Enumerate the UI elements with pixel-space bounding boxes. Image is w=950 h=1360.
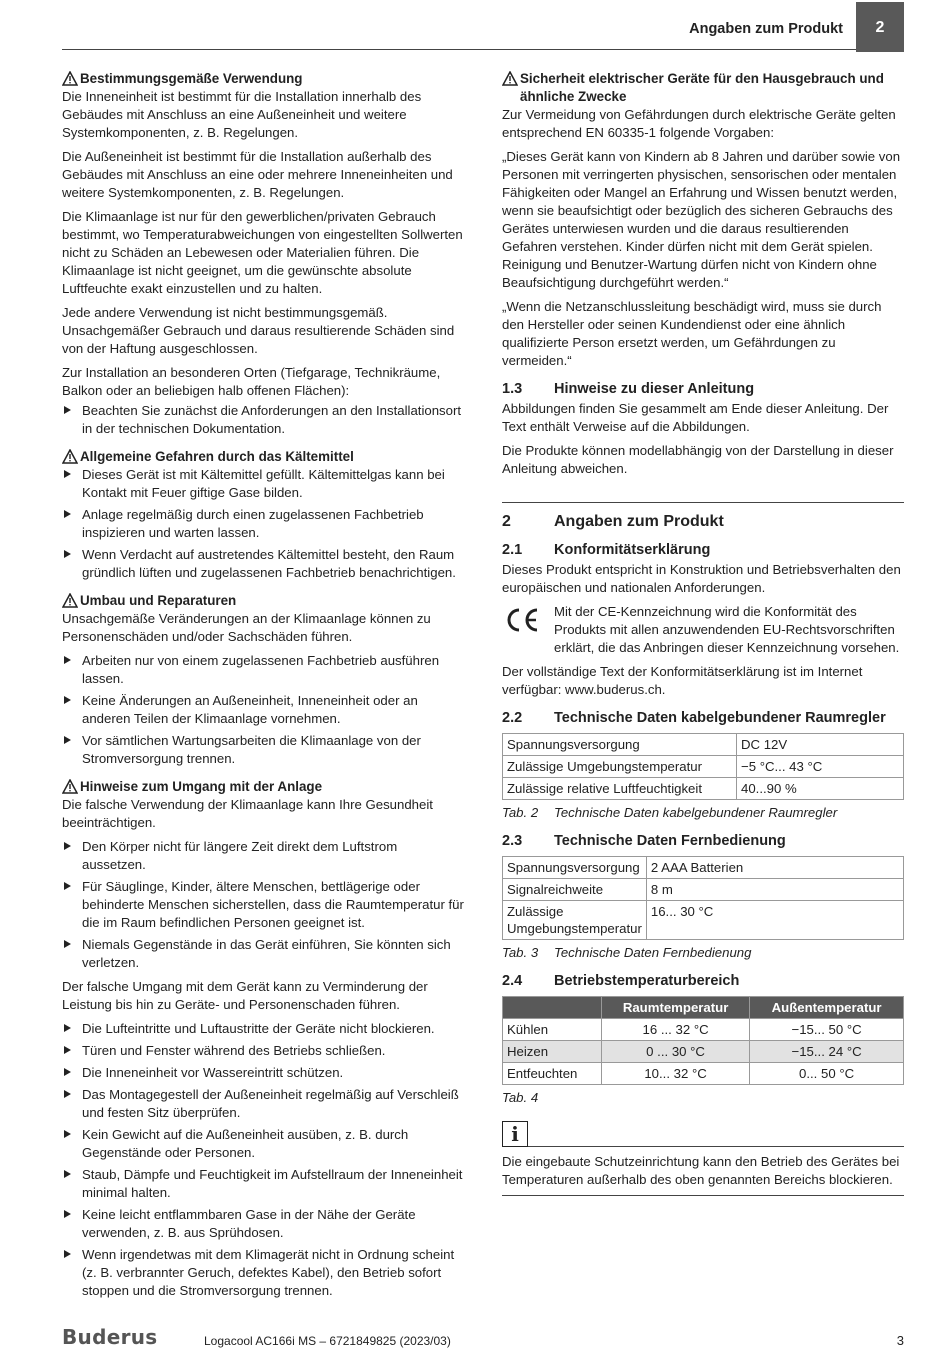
- info-rule: [528, 1146, 904, 1147]
- table-caption-text: Technische Daten kabelgebundener Raumregler: [554, 805, 838, 820]
- warning-icon: [502, 71, 518, 86]
- heading-text: Hinweise zum Umgang mit der Anlage: [80, 779, 323, 794]
- table-cell: −15... 24 °C: [750, 1041, 904, 1063]
- table-row: [503, 901, 904, 940]
- bullet-list: [62, 466, 464, 582]
- arrow-bullet-icon: [64, 1250, 71, 1258]
- document-id: Logacool AC166i MS – 6721849825 (2023/03): [204, 1334, 451, 1348]
- table-caption-key: Tab. 4: [502, 1090, 539, 1105]
- table-cell: Heizen: [503, 1041, 602, 1063]
- list-item: [62, 692, 464, 728]
- section-title: [502, 832, 904, 850]
- section-number: 2.4: [502, 973, 523, 989]
- arrow-bullet-icon: [64, 1130, 71, 1138]
- table-row: [503, 879, 904, 901]
- table-cell: 2 AAA Batterien: [646, 857, 903, 879]
- header-rule: [62, 49, 904, 50]
- list-item: [62, 1246, 464, 1300]
- table-cell: −5 °C... 43 °C: [737, 756, 904, 778]
- ce-note: [502, 603, 904, 657]
- section-title-text: Betriebstemperaturbereich: [554, 973, 740, 989]
- chapter-title-number: 2: [502, 513, 511, 530]
- table-cell: Kühlen: [503, 1019, 602, 1041]
- info-text: Die eingebaute Schutzeinrichtung kann den Betrieb des Gerätes bei Temperaturen außerhalb des oben genannten Bereichs blockieren.: [502, 1153, 904, 1196]
- section-heading: [62, 70, 464, 88]
- list-item-text: Keine leicht entflammbaren Gase in der Nähe der Geräte verwenden, z. B. aus Sprühdosen.: [82, 1207, 416, 1240]
- section-heading: [62, 592, 464, 610]
- list-item-text: Die Lufteintritte und Luftaustritte der Geräte nicht blockieren.: [82, 1021, 435, 1036]
- paragraph: Die Außeneinheit ist bestimmt für die Installation außerhalb des Gebäudes mit Anschluss an eine oder mehrere Inneneinheiten und weitere Systemkomponenten, z. B. Regelungen.: [62, 149, 453, 200]
- section-number: 2.3: [502, 833, 523, 849]
- heading-text: Sicherheit elektrischer Geräte für den Hausgebrauch und ähnliche Zwecke: [520, 71, 884, 104]
- arrow-bullet-icon: [64, 1090, 71, 1098]
- list-item: [62, 1206, 464, 1242]
- arrow-bullet-icon: [64, 406, 71, 414]
- paragraph: Unsachgemäße Veränderungen an der Klimaanlage können zu Personenschäden und/oder Sachschäden führen.: [62, 611, 431, 644]
- table-row: [503, 734, 904, 756]
- section-title: [502, 709, 904, 727]
- arrow-bullet-icon: [64, 656, 71, 664]
- paragraph: Die Klimaanlage ist nur für den gewerblichen/privaten Gebrauch bestimmt, wo Temperaturabweichungen von eingestellten Sollwerten nicht zu Schäden an Lebewesen oder Materialien führen. Die Klimaanlage ist nicht geeignet, um die gewünschte absolute Luftfeuchte exakt einzustellen und zu halten.: [62, 209, 463, 296]
- bullet-list: [62, 1020, 464, 1300]
- spec-table: [502, 856, 904, 940]
- table-cell: Spannungsversorgung: [503, 857, 647, 879]
- info-header: [502, 1121, 904, 1147]
- list-item: [62, 546, 464, 582]
- heading-text: Umbau und Reparaturen: [80, 593, 237, 608]
- arrow-bullet-icon: [64, 842, 71, 850]
- table-cell: Spannungsversorgung: [503, 734, 737, 756]
- table-row: [503, 778, 904, 800]
- table-cell: Entfeuchten: [503, 1063, 602, 1085]
- table-caption-key: Tab. 3: [502, 945, 539, 960]
- paragraph: Zur Installation an besonderen Orten (Tiefgarage, Technikräume, Balkon oder an beliebigen halb offenen Flächen):: [62, 365, 441, 398]
- table-caption-text: Technische Daten Fernbedienung: [554, 945, 752, 960]
- section-heading: [502, 70, 904, 106]
- left-column: [62, 70, 464, 1306]
- table-cell: DC 12V: [737, 734, 904, 756]
- table-header-row: [503, 997, 904, 1019]
- list-item-text: Wenn Verdacht auf austretendes Kältemittel besteht, den Raum gründlich lüften und zugelassenen Fachbetrieb benachrichtigen.: [82, 547, 456, 580]
- table-cell: 40...90 %: [737, 778, 904, 800]
- table-row: [503, 1063, 904, 1085]
- section-title-text: Konformitätserklärung: [554, 542, 711, 558]
- list-item-text: Kein Gewicht auf die Außeneinheit ausüben, z. B. durch Gegenstände oder Personen.: [82, 1127, 409, 1160]
- page-number: 3: [896, 1333, 904, 1348]
- section-title: [502, 380, 904, 398]
- brand-logo: Buderus: [62, 1325, 158, 1349]
- arrow-bullet-icon: [64, 1210, 71, 1218]
- table-cell: 10... 32 °C: [602, 1063, 750, 1085]
- table-cell: 16 ... 32 °C: [602, 1019, 750, 1041]
- list-item: [62, 652, 464, 688]
- list-item-text: Türen und Fenster während des Betriebs schließen.: [82, 1043, 386, 1058]
- list-item-text: Arbeiten nur von einem zugelassenen Fachbetrieb ausführen lassen.: [82, 653, 440, 686]
- spec-table: [502, 733, 904, 800]
- table-row: [503, 857, 904, 879]
- list-item: [62, 732, 464, 768]
- ce-text: Mit der CE-Kennzeichnung wird die Konformität des Produkts mit allen anzuwendenden EU-Rechtsvorschriften erklärt, die das Anbringen dieser Kennzeichnung vorsehen.: [554, 604, 900, 655]
- header-title: Angaben zum Produkt: [689, 21, 843, 37]
- list-item-text: Beachten Sie zunächst die Anforderungen an den Installationsort in der technischen Dokumentation.: [82, 403, 462, 436]
- paragraph: Zur Vermeidung von Gefährdungen durch elektrische Geräte gelten entsprechend EN 60335-1 folgende Vorgaben:: [502, 107, 896, 140]
- paragraph: Der vollständige Text der Konformitätserklärung ist im Internet verfügbar: www.buderus.ch.: [502, 664, 863, 697]
- warning-icon: [62, 71, 78, 86]
- table-cell: Zulässige relative Luftfeuchtigkeit: [503, 778, 737, 800]
- arrow-bullet-icon: [64, 1170, 71, 1178]
- info-icon: i: [502, 1121, 528, 1147]
- table-row: [503, 1019, 904, 1041]
- heading-text: Bestimmungsgemäße Verwendung: [80, 71, 303, 86]
- table-header-cell: [503, 997, 602, 1019]
- page-footer: [62, 1325, 904, 1350]
- section-title: [502, 972, 904, 990]
- list-item: [62, 838, 464, 874]
- paragraph: Die falsche Verwendung der Klimaanlage kann Ihre Gesundheit beeinträchtigen.: [62, 797, 433, 830]
- list-item: [62, 878, 464, 932]
- table-cell: −15... 50 °C: [750, 1019, 904, 1041]
- list-item-text: Dieses Gerät ist mit Kältemittel gefüllt. Kältemittelgas kann bei Kontakt mit Feuer giftige Gase bilden.: [82, 467, 445, 500]
- section-title-text: Hinweise zu dieser Anleitung: [554, 381, 755, 397]
- paragraph: Die Inneneinheit ist bestimmt für die Installation innerhalb des Gebäudes mit Anschluss an eine Außeneinheit und weitere Systemkomponenten, z. B. Regelungen.: [62, 89, 422, 140]
- paragraph: Jede andere Verwendung ist nicht bestimmungsgemäß. Unsachgemäßer Gebrauch und daraus resultierende Schäden sind von der Haftung ausgeschlossen.: [62, 305, 455, 356]
- table-cell: Signalreichweite: [503, 879, 647, 901]
- table-header-cell: Raumtemperatur: [602, 997, 750, 1019]
- heading-text: Allgemeine Gefahren durch das Kältemittel: [80, 449, 354, 464]
- paragraph: Die Produkte können modellabhängig von der Darstellung in dieser Anleitung abweichen.: [502, 443, 894, 476]
- arrow-bullet-icon: [64, 1068, 71, 1076]
- section-number: 2.1: [502, 542, 523, 558]
- bullet-list: [62, 838, 464, 972]
- section-number: 2.2: [502, 710, 523, 726]
- section-heading: [62, 778, 464, 796]
- list-item-text: Staub, Dämpfe und Feuchtigkeit im Aufstellraum der Inneneinheit minimal halten.: [82, 1167, 463, 1200]
- chapter-title: [502, 502, 904, 531]
- table-cell: 16... 30 °C: [646, 901, 903, 940]
- list-item-text: Anlage regelmäßig durch einen zugelassenen Fachbetrieb inspizieren und warten lassen.: [82, 507, 424, 540]
- ce-mark-icon: [504, 607, 540, 633]
- bullet-list: [62, 652, 464, 768]
- bullet-list: [62, 402, 464, 438]
- table-row: [503, 1041, 904, 1063]
- table-caption: [502, 1089, 904, 1107]
- list-item-text: Vor sämtlichen Wartungsarbeiten die Klimaanlage von der Stromversorgung trennen.: [82, 733, 421, 766]
- section-heading: [62, 448, 464, 466]
- list-item-text: Wenn irgendetwas mit dem Klimagerät nicht in Ordnung scheint (z. B. verbrannter Geruch, defektes Kabel), den Betrieb sofort stoppen und die Stromversorgung trennen.: [82, 1247, 455, 1298]
- table-cell: 0 ... 30 °C: [602, 1041, 750, 1063]
- list-item-text: Die Inneneinheit vor Wassereintritt schützen.: [82, 1065, 344, 1080]
- list-item-text: Das Montagegestell der Außeneinheit regelmäßig auf Verschleiß und festen Sitz überprüfen.: [82, 1087, 459, 1120]
- list-item: [62, 1064, 464, 1082]
- table-cell: Zulässige Umgebungstemperatur: [503, 901, 647, 940]
- info-note: [502, 1121, 904, 1196]
- list-item: [62, 1042, 464, 1060]
- section-number: 1.3: [502, 381, 523, 397]
- arrow-bullet-icon: [64, 696, 71, 704]
- right-column: [502, 70, 904, 1196]
- paragraph: Dieses Produkt entspricht in Konstruktion und Betriebsverhalten den europäischen und nationalen Anforderungen.: [502, 562, 901, 595]
- list-item: [62, 466, 464, 502]
- list-item: [62, 1020, 464, 1038]
- arrow-bullet-icon: [64, 1046, 71, 1054]
- list-item: [62, 1166, 464, 1202]
- chapter-title-text: Angaben zum Produkt: [554, 513, 724, 530]
- paragraph: Der falsche Umgang mit dem Gerät kann zu Verminderung der Leistung bis hin zu Geräte- und Personenschaden führen.: [62, 979, 428, 1012]
- paragraph: „Dieses Gerät kann von Kindern ab 8 Jahren und darüber sowie von Personen mit verringerten physischen, sensorischen oder mentalen Fähigkeiten oder Mangel an Erfahrung und Wissen benutzt werden, wenn sie beaufsichtigt oder bezüglich des sicheren Gebrauchs des Gerätes unterwiesen wurden und die daraus resultierenden Gefahren verstehen. Kinder dürfen nicht mit dem Gerät spielen. Reinigung und Benutzer-Wartung dürfen nicht von Kindern ohne Beaufsichtigung durchgeführt werden.“: [502, 149, 901, 290]
- warning-icon: [62, 593, 78, 608]
- arrow-bullet-icon: [64, 882, 71, 890]
- arrow-bullet-icon: [64, 510, 71, 518]
- list-item-text: Keine Änderungen an Außeneinheit, Inneneinheit oder an anderen Teilen der Klimaanlage vornehmen.: [82, 693, 418, 726]
- arrow-bullet-icon: [64, 470, 71, 478]
- arrow-bullet-icon: [64, 1024, 71, 1032]
- section-title: [502, 541, 904, 559]
- paragraph: Abbildungen finden Sie gesammelt am Ende dieser Anleitung. Der Text enthält Verweise auf die Abbildungen.: [502, 401, 889, 434]
- section-title-text: Technische Daten kabelgebundener Raumregler: [554, 710, 886, 726]
- list-item-text: Für Säuglinge, Kinder, ältere Menschen, bettlägerige oder behinderte Menschen sicherstellen, dass die Raumtemperatur für die im Raum befindlichen Personen geeignet ist.: [82, 879, 464, 930]
- table-caption: [502, 804, 904, 822]
- warning-icon: [62, 779, 78, 794]
- list-item: [62, 506, 464, 542]
- temperature-table: [502, 996, 904, 1085]
- arrow-bullet-icon: [64, 550, 71, 558]
- arrow-bullet-icon: [64, 736, 71, 744]
- table-caption-key: Tab. 2: [502, 805, 539, 820]
- table-cell: 0... 50 °C: [750, 1063, 904, 1085]
- table-row: [503, 756, 904, 778]
- table-header-cell: Außentemperatur: [750, 997, 904, 1019]
- list-item: [62, 1086, 464, 1122]
- list-item-text: Den Körper nicht für längere Zeit direkt dem Luftstrom aussetzen.: [82, 839, 398, 872]
- list-item: [62, 402, 464, 438]
- chapter-number: 2: [856, 2, 904, 52]
- list-item-text: Niemals Gegenstände in das Gerät einführen, Sie könnten sich verletzen.: [82, 937, 451, 970]
- warning-icon: [62, 449, 78, 464]
- arrow-bullet-icon: [64, 940, 71, 948]
- table-cell: 8 m: [646, 879, 903, 901]
- list-item: [62, 1126, 464, 1162]
- paragraph: „Wenn die Netzanschlussleitung beschädigt wird, muss sie durch den Hersteller oder seinen Kundendienst oder eine ähnlich qualifizierte Person ersetzt werden, um Gefährdungen zu vermeiden.“: [502, 299, 882, 368]
- section-title-text: Technische Daten Fernbedienung: [554, 833, 786, 849]
- list-item: [62, 936, 464, 972]
- table-cell: Zulässige Umgebungstemperatur: [503, 756, 737, 778]
- table-caption: [502, 944, 904, 962]
- page-header: [0, 0, 950, 60]
